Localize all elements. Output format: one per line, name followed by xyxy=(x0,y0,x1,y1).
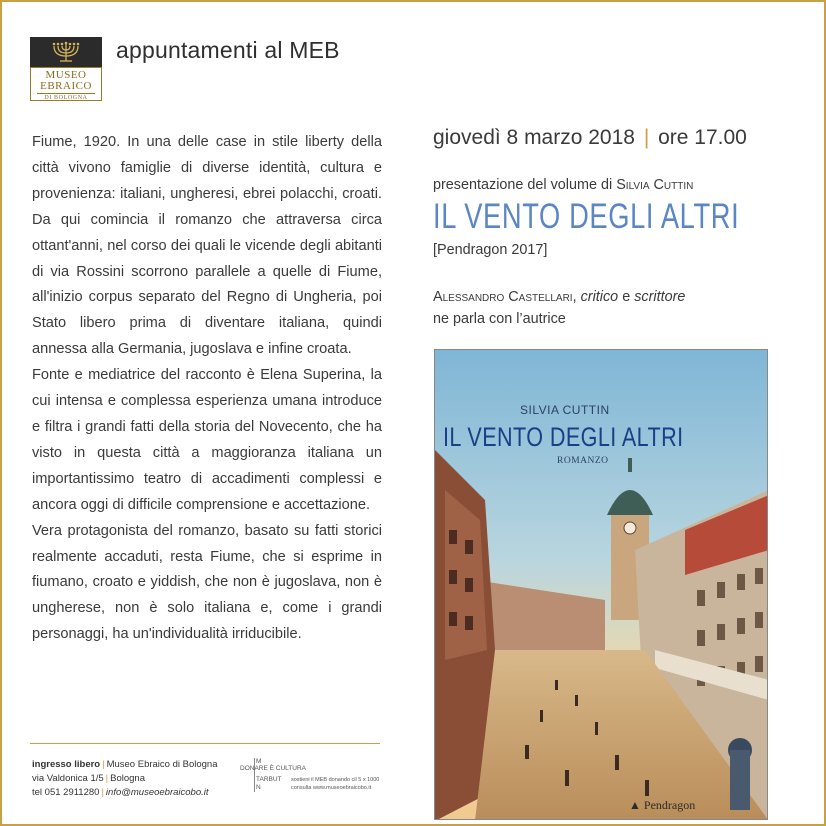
book-author: Silvia Cuttin xyxy=(616,177,694,193)
speaker-name: Alessandro Castellari xyxy=(433,289,573,305)
tarbut-n: N xyxy=(256,784,261,791)
venue-address: via Valdonica 1/5 xyxy=(32,773,104,784)
speaker-role-2: scrittore xyxy=(634,289,686,305)
donation-line-2: consulta www.museoebraicobo.it xyxy=(291,785,372,791)
separator: | xyxy=(643,126,650,149)
tarbut-bar xyxy=(254,758,255,792)
logo-line-1: MUSEO xyxy=(45,69,87,81)
cover-subtitle: ROMANZO xyxy=(557,456,609,466)
speaker-role-1: critico xyxy=(580,289,619,305)
logo-line-3: DI BOLOGNA xyxy=(37,93,95,102)
tarbut-m: M xyxy=(256,758,262,765)
cover-publisher-name: Pendragon xyxy=(643,798,696,812)
separator: | xyxy=(102,759,105,770)
donation-line-1: sostieni il MEB donando cil 5 x 1000 xyxy=(291,777,380,783)
phone-number[interactable]: tel 051 2911280 xyxy=(32,787,100,798)
event-date: giovedì 8 marzo 2018 xyxy=(433,126,635,149)
tarbut-logo xyxy=(240,758,306,794)
description-paragraph-3: Vera protagonista del romanzo, basato su fatti storici realmente accaduti, resta Fiume, che si esprime in fiumano, croato e yiddish, che non è jugoslava, non è ungherese, non è solo italiana e, come i grandi personaggi, ha un'individualità irriducibile. xyxy=(32,522,382,643)
logo-wordmark xyxy=(30,67,102,101)
speaker-line-1: Alessandro Castellari, critico e scrittore xyxy=(433,289,686,305)
book-publisher: [Pendragon 2017] xyxy=(433,242,548,258)
footer-line-3 xyxy=(32,786,217,800)
cover-author: SILVIA CUTTIN xyxy=(520,403,610,417)
speaker-line-2: ne parla con l’autrice xyxy=(433,311,566,327)
event-time: ore 17.00 xyxy=(658,126,747,149)
presentation-intro: presentazione del volume di xyxy=(433,177,613,193)
book-title: IL VENTO DEGLI ALTRI xyxy=(433,197,740,236)
footer-line-1 xyxy=(32,758,217,772)
donation-note xyxy=(291,776,386,792)
cover-publisher xyxy=(629,798,695,813)
description-paragraph-1: Fiume, 1920. In una delle case in stile liberty della città vivono famiglie di diverse identità, cultura e provenienza: italiani, ungheresi, ebrei polacchi, croati. Da qui comincia il romanzo che attraversa circa ottant'anni, nel corso dei quali le vicende degli abitanti di via Rossini scorrono parallele a quelle di Fiume, all'inizio corpus separato del Regno di Ungheria, poi Stato libero prima di diventare italiana, quindi annessa alla Germania, jugoslava e infine croata. xyxy=(32,134,382,358)
venue-city: Bologna xyxy=(110,773,145,784)
menorah-icon xyxy=(46,40,86,64)
cover-title: IL VENTO DEGLI ALTRI xyxy=(443,422,684,452)
footer-divider xyxy=(30,743,380,744)
email-link[interactable]: info@museoebraicobo.it xyxy=(105,787,209,798)
presentation-line xyxy=(433,177,693,193)
description-text xyxy=(32,130,382,648)
tarbut-slogan: DONARE È CULTURA xyxy=(240,765,306,772)
logo-banner xyxy=(30,37,102,67)
separator: | xyxy=(105,773,109,784)
footer-info xyxy=(32,758,217,800)
publisher-icon: ▲ xyxy=(629,798,641,812)
separator: | xyxy=(101,787,104,798)
speaker-and: e xyxy=(622,289,631,305)
footer-line-2 xyxy=(32,772,217,786)
tarbut-word: TARBUT xyxy=(256,776,282,783)
book-cover xyxy=(434,349,768,820)
logo-line-2: EBRAICO xyxy=(40,80,92,92)
event-datetime xyxy=(433,126,747,150)
museum-logo[interactable] xyxy=(30,37,102,103)
page-title: appuntamenti al MEB xyxy=(116,37,340,63)
venue-name: Museo Ebraico di Bologna xyxy=(106,759,218,770)
description-paragraph-2: Fonte e mediatrice del racconto è Elena Superina, la cui intensa e complessa esperienza umana introduce e filtra i grandi fatti della storia del Novecento, che ha visto in questa città a maggioranza italiana un importantissimo teatro di accadimenti complessi e ancora oggi di difficile comprensione e accettazione. xyxy=(32,367,382,513)
free-entry-label: ingresso libero xyxy=(32,759,101,770)
cover-illustration xyxy=(435,350,768,820)
speaker-info xyxy=(433,286,685,330)
